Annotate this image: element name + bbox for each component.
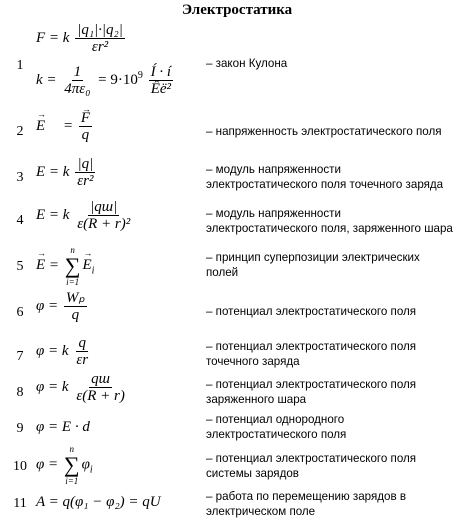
system-potential-formula: φ = n ∑ i=1 $\varphi_i$ xyxy=(36,444,93,486)
row-number: 3 xyxy=(16,170,24,185)
row-number: 9 xyxy=(16,421,24,436)
point-charge-field-formula: E = k $\frac{|q|}{\text{εr²}}$ xyxy=(36,156,94,189)
superposition-formula: → E = n ∑ i=1 → $E_i$ xyxy=(36,245,202,287)
page-title: Электростатика xyxy=(181,2,293,18)
row-description: – потенциал электростатического поля точечного заряда xyxy=(206,340,417,368)
row-description: – потенциал однородного электростатического поля xyxy=(206,413,347,441)
row-number: 6 xyxy=(16,305,24,320)
row-description: – потенциал электростатического поля системы зарядов xyxy=(206,452,417,480)
charged-sphere-potential-formula: φ = k $\frac{qш}{\varepsilon(R + r)}$ xyxy=(36,371,125,404)
row-description: – потенциал электростатического поля xyxy=(206,305,417,318)
row-number: 2 xyxy=(16,124,24,139)
field-strength-formula: → E = → $\frac{F}{q}$ xyxy=(36,110,202,143)
row-description: – напряженность электростатического поля xyxy=(206,125,442,138)
charged-sphere-field-formula: E = k $\frac{|qш|}{\text{ε(R + r)²}}$ xyxy=(36,199,131,232)
row-description: – закон Кулона xyxy=(206,57,288,70)
row-description: – работа по перемещению зарядов в электрическом поле xyxy=(206,490,406,518)
row-number: 4 xyxy=(16,213,24,228)
coulomb-constant-formula: k = $\frac{1}{\text{4πε₀}}$ = $9\cdot 10^9$ $\frac{Í \cdot í}{\text{Êë²}}$ xyxy=(36,64,172,97)
work-formula: A = q(φ₁ − φ₂) = qU xyxy=(36,494,161,510)
row-description: – модуль напряженности электростатического поля точечного заряда xyxy=(206,163,444,191)
row-number: 11 xyxy=(13,496,27,511)
row-description: – принцип суперпозиции электрических полей xyxy=(206,251,420,279)
row-number: 1 xyxy=(16,58,24,73)
coulomb-law-formula: F = k $\frac{\text{|q₁|·|q₂|}}{\text{εr²}}$ xyxy=(36,22,123,55)
row-number: 5 xyxy=(16,259,24,274)
row-number: 7 xyxy=(16,349,24,364)
row-description: – потенциал электростатического поля заряженного шара xyxy=(206,378,417,406)
uniform-field-potential-formula: φ = E · d xyxy=(36,419,90,435)
potential-formula: φ = $\frac{\text{Wₚ}}{q}$ xyxy=(36,290,85,323)
row-number: 10 xyxy=(13,459,27,474)
point-charge-potential-formula: φ = k $\frac{q}{\varepsilon r}$ xyxy=(36,335,89,368)
row-description: – модуль напряженности электростатического поля, заряженного шара xyxy=(206,207,453,235)
row-number: 8 xyxy=(16,385,24,400)
